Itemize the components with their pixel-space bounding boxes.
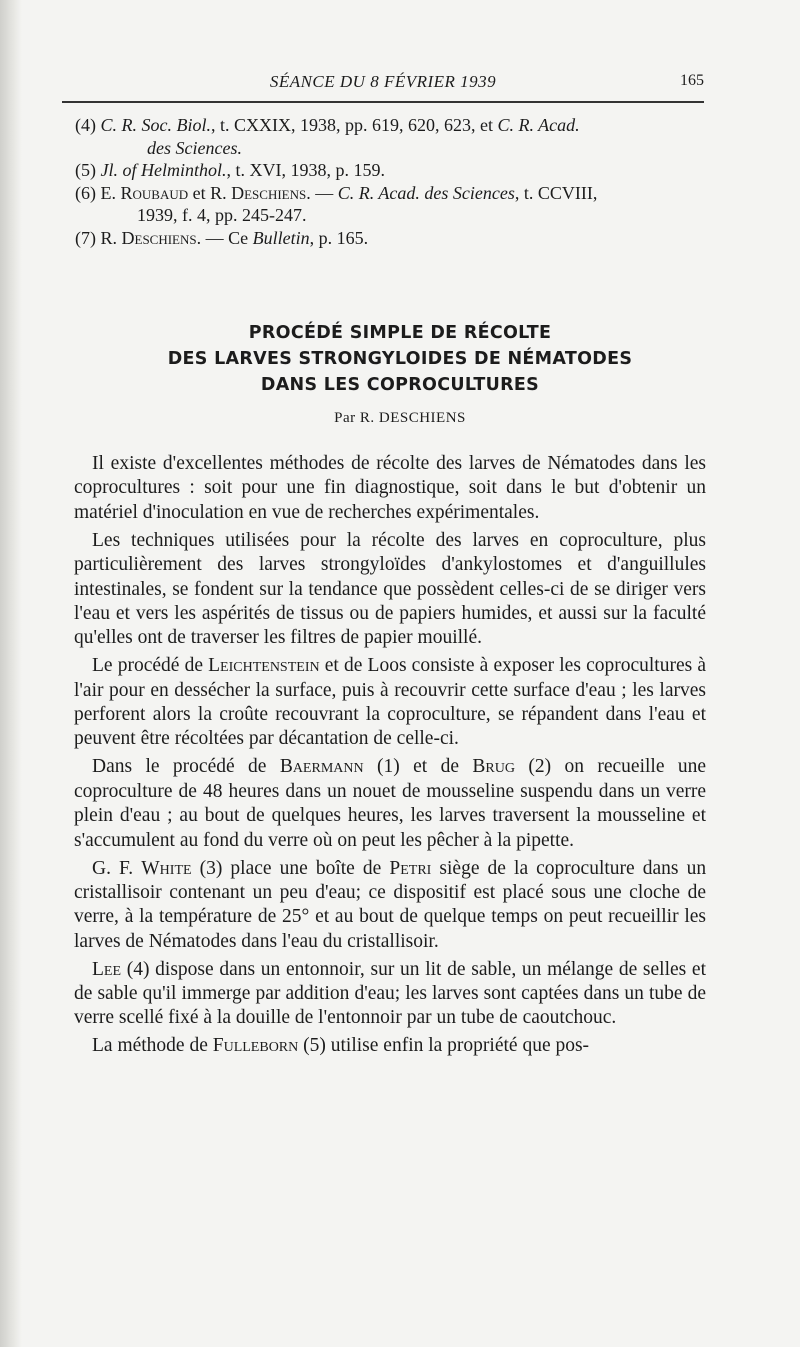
article-title bbox=[100, 320, 700, 398]
page-gutter-shadow bbox=[0, 0, 22, 1347]
footnotes bbox=[75, 114, 703, 249]
title-line-3: DANS LES COPROCULTURES bbox=[260, 375, 540, 395]
paragraph-3: Le procédé de Leichtenstein et de Loos consiste à exposer les coprocultures à l'air pour en dessécher la surface, puis à recouvrir cette surface d'eau ; les larves perforent alors la croûte recouvrant la coproculture, se répandent dans l'eau et peuvent être récoltées par décantation de celle-ci. bbox=[74, 655, 706, 750]
byline: Par R. DESCHIENS bbox=[334, 410, 466, 426]
header-rule bbox=[62, 101, 704, 103]
footnote-6: (6) E. Roubaud et R. Deschiens. — C. R. Acad. des Sciences, t. CCVIII, 1939, f. 4, pp. 245-247. bbox=[75, 182, 598, 225]
paragraph-1: Il existe d'excellentes méthodes de récolte des larves de Nématodes dans les coprocultures : soit pour une fin diagnostique, soit dans le but d'obtenir un matériel d'inoculation en vue de recherches expérimentales. bbox=[74, 453, 706, 523]
footnote-4: (4) C. R. Soc. Biol., t. CXXIX, 1938, pp. 619, 620, 623, et C. R. Acad. des Sciences. bbox=[75, 115, 580, 158]
paragraph-5: G. F. White (3) place une boîte de Petri siège de la coproculture dans un cristallisoir contenant un peu d'eau; ce dispositif est placé sous une cloche de verre, à la température de 25° et au bout de quelque temps on peut recueillir les larves de Nématodes dans l'eau du cristallisoir. bbox=[74, 857, 707, 952]
article-body bbox=[74, 452, 706, 1062]
title-line-1: PROCÉDÉ SIMPLE DE RÉCOLTE bbox=[248, 323, 552, 343]
paragraph-4: Dans le procédé de Baermann (1) et de Brug (2) on recueille une coproculture de 48 heures dans un nouet de mousseline suspendu dans un verre plein d'eau ; au bout de quelques heures, les larves traversent la mousseline et s'accumulent au fond du verre où on peut les pêcher à la pipette. bbox=[74, 756, 707, 851]
page-header bbox=[62, 72, 704, 98]
running-title: SÉANCE DU 8 FÉVRIER 1939 bbox=[269, 72, 497, 91]
paragraph-7: La méthode de Fulleborn (5) utilise enfin la propriété que pos- bbox=[92, 1035, 590, 1057]
footnote-5: (5) Jl. of Helminthol., t. XVI, 1938, p. 159. bbox=[75, 160, 385, 180]
page-number: 165 bbox=[680, 72, 704, 89]
paragraph-2: Les techniques utilisées pour la récolte des larves en coproculture, plus particulièrement des larves strongyloïdes d'ankylostomes et d'anguillules intestinales, se fondent sur la tendance que possèdent celles-ci de se diriger vers l'eau et vers les aspérités de tissus ou de papiers humides, et aussi sur la faculté qu'elles ont de traverser les filtres de papier mouillé. bbox=[74, 529, 706, 649]
title-line-2: DES LARVES STRONGYLOIDES DE NÉMATODES bbox=[167, 349, 633, 369]
footnote-7: (7) R. Deschiens. — Ce Bulletin, p. 165. bbox=[75, 227, 369, 248]
paragraph-6: Lee (4) dispose dans un entonnoir, sur un lit de sable, un mélange de selles et de sable qu'il immerge par addition d'eau; les larves sont captées dans un tube de verre scellé fixé à la douille de l'entonnoir par un tube de caoutchouc. bbox=[74, 958, 707, 1029]
